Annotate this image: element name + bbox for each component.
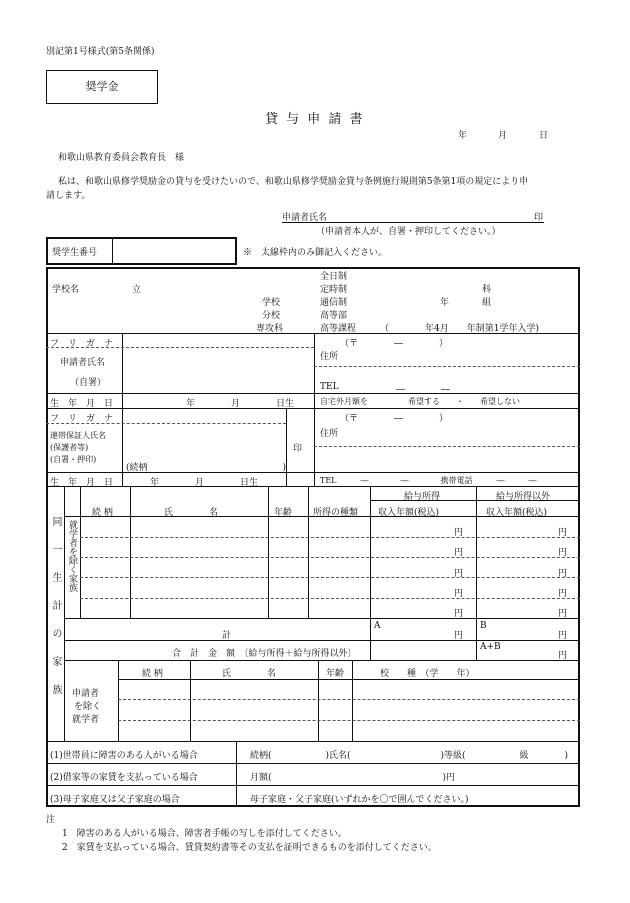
subtotal-a-mark: A <box>374 621 381 631</box>
school-ka: 科 <box>482 285 492 295</box>
subtotal-b-mark: B <box>480 621 487 631</box>
addressee: 和歌山県教育委員会教育長 様 <box>58 153 185 163</box>
applicant-tel-dash: ― ― <box>396 385 451 395</box>
yen-2b: 円 <box>558 548 568 558</box>
yen-1a: 円 <box>454 528 464 538</box>
seal-mark: 印 <box>534 213 544 223</box>
school-nen: 年 <box>440 298 450 308</box>
applicant-birth-fmt: 年 月 日生 <box>186 399 295 409</box>
applicant-address-label: 住所 <box>320 352 339 362</box>
guarantor-birth-label: 生 年 月 日 <box>50 478 114 488</box>
yen-3b: 円 <box>558 569 568 579</box>
guarantor-seal: 印 <box>293 444 303 454</box>
student-number-note: ※ 太線枠内のみ御記入ください。 <box>243 248 388 258</box>
school-type-3: 専攻科 <box>256 324 284 334</box>
school-ritsu: 立 <box>132 285 142 295</box>
yen-5a: 円 <box>454 609 464 619</box>
stu-hdr-school: 校 種 （学 年） <box>380 669 475 679</box>
condition-3-value[interactable]: 母子家庭・父子家庭(いずれかを〇で囲んでください。) <box>250 795 469 805</box>
guarantor-furigana-label: フ リ ガ ナ <box>50 414 114 424</box>
condition-1-label: (1)世帯員に障害のある人がいる場合 <box>50 751 198 761</box>
subtotal-label: 計 <box>222 631 232 641</box>
condition-3-label: (3)母子家庭又は父子家庭の場合 <box>50 795 180 805</box>
applicant-name-label: 申請者氏名 <box>60 358 106 368</box>
applicant-postal: （〒 ― ） <box>340 339 449 349</box>
yen-4a: 円 <box>454 589 464 599</box>
applicant-birth-label: 生 年 月 日 <box>50 399 114 409</box>
condition-1-value[interactable]: 続柄( )氏名( )等級( 級 ) <box>250 751 569 761</box>
hdr-income-type: 所得の種類 <box>313 508 359 518</box>
subtotal-b-yen: 円 <box>558 631 568 641</box>
date-year: 年 <box>458 131 468 141</box>
yen-3a: 円 <box>454 569 464 579</box>
student-number-label: 奨学生番号 <box>52 248 98 258</box>
guarantor-postal: （〒 ― ） <box>340 414 449 424</box>
students-label-1: 申請者 <box>72 689 100 699</box>
total-yen: 円 <box>558 651 568 661</box>
course-1: 全日制 <box>320 272 348 282</box>
course-4: 高等部 <box>320 311 348 321</box>
condition-2-label: (2)借家等の家賃を支払っている場合 <box>50 773 198 783</box>
applicant-sign-note: （申請者本人が、自署・押印してください。） <box>316 227 501 237</box>
form-reference: 別記第1号様式(第5条関係) <box>46 47 155 57</box>
page-title: 貸 与 申 請 書 <box>265 112 365 127</box>
scholarship-box: 奨学金 <box>46 70 158 104</box>
subtotal-a-yen: 円 <box>454 631 464 641</box>
guarantor-tel: TEL ― ― 携帯電話 ― ― <box>320 476 537 485</box>
condition-2-value[interactable]: 月額( )円 <box>250 773 456 783</box>
applicant-sign-label: 申請者氏名 <box>282 213 328 223</box>
total-label: 合 計 金 額 〔給与所得＋給与所得以外〕 <box>172 649 357 659</box>
applicant-furigana-label: フ リ ガ ナ <box>50 339 114 349</box>
intro-line-1: 私は、和歌山県修学奨励金の貸与を受けたいので、和歌山県修学奨励金貸与条例施行規則第5条第1項の規定により申 <box>58 177 529 187</box>
hdr-other: 給与所得以外 <box>496 492 551 502</box>
course-5: 高等課程 <box>320 324 357 334</box>
stu-hdr-name: 氏 名 <box>222 669 277 679</box>
course-2: 定時制 <box>320 285 348 295</box>
guarantor-birth-fmt: 年 月 日生 <box>150 478 259 488</box>
yen-1b: 円 <box>558 528 568 538</box>
course-3: 通信制 <box>320 298 348 308</box>
note-1: 1 障害のある人がいる場合、障害者手帳の写しを添付してください。 <box>62 829 347 839</box>
applicant-tel-label: TEL <box>320 382 339 392</box>
school-type-1: 学校 <box>262 298 281 308</box>
hdr-age: 年齢 <box>274 508 293 518</box>
hdr-salary-sub: 収入年額(税込) <box>378 508 440 518</box>
school-type-2: 分校 <box>262 311 281 321</box>
total-ab-mark: A+B <box>480 642 501 652</box>
date-month: 月 <box>498 131 508 141</box>
guarantor-name-1: 連帯保証人氏名 <box>50 431 106 440</box>
school-name-label: 学校名 <box>52 285 80 295</box>
yen-5b: 円 <box>558 609 568 619</box>
note-2: 2 家賃を支払っている場合、賃貸契約書等その支払を証明できるものを添付してください。 <box>62 843 437 853</box>
date-day: 日 <box>539 131 549 141</box>
guarantor-name-3: (自署・押印) <box>50 455 97 464</box>
enroll-line: （ 年4月 年制第1学年入学) <box>380 324 539 334</box>
hdr-salary: 給与所得 <box>404 492 441 502</box>
students-label-3: 就学者 <box>72 715 100 725</box>
school-kumi: 組 <box>482 298 492 308</box>
guarantor-address-label: 住所 <box>320 429 339 439</box>
notes-title: 注 <box>46 815 56 825</box>
guarantor-relation: (続柄 ) <box>126 463 287 473</box>
excl-family-label: 就学者を除く家族 <box>67 520 77 592</box>
guarantor-name-2: (保護者等) <box>50 443 89 452</box>
hdr-other-sub: 収入年額(税込) <box>486 508 548 518</box>
yen-4b: 円 <box>558 589 568 599</box>
stu-hdr-age: 年齢 <box>326 669 345 679</box>
applicant-jisho: （自署） <box>70 378 107 388</box>
hdr-rel: 続 柄 <box>92 508 113 518</box>
students-label-2: を除く <box>74 702 102 712</box>
hdr-name: 氏 名 <box>164 508 219 518</box>
stu-hdr-rel: 続 柄 <box>142 669 163 679</box>
yen-2a: 円 <box>454 548 464 558</box>
applicant-extra: 自宅外月額を 希望する ・ 希望しない <box>320 397 520 406</box>
household-side-label: 同一生計の家族 <box>50 516 61 712</box>
intro-line-2: 請します。 <box>46 191 91 201</box>
